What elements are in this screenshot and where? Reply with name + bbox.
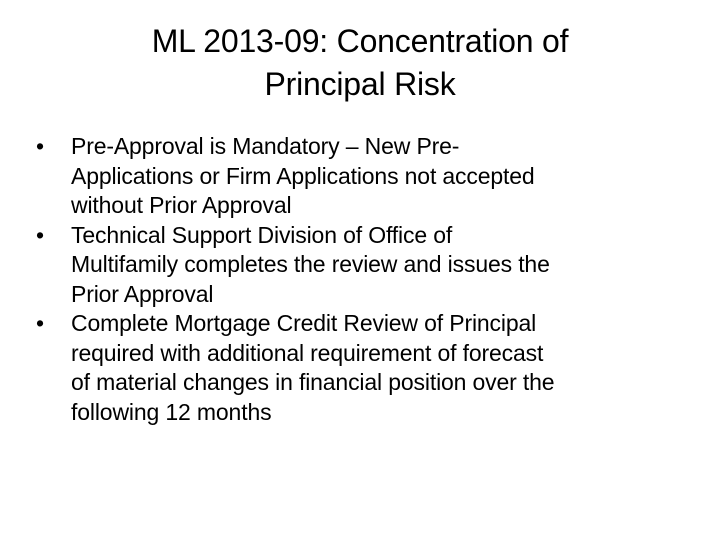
bullet-text-line: of material changes in financial position over the [71,369,555,395]
slide-title [40,20,680,106]
slide-title-line-1: ML 2013-09: Concentration of [151,23,569,59]
bullet-text-line: required with additional requirement of forecast [71,339,544,366]
bullet-item-credit-review [36,309,676,427]
bullet-text-line: Applications or Firm Applications not accepted [71,162,535,189]
bullet-list [36,132,676,427]
bullet-text-line: Technical Support Division of Office of [71,221,453,248]
bullet-text-line: Pre-Approval is Mandatory – New Pre- [71,133,460,159]
bullet-text-line: without Prior Approval [71,192,292,218]
bullet-icon: • [36,133,44,159]
bullet-text-line: Multifamily completes the review and issues the [71,251,550,277]
slide-title-line-2: Principal Risk [264,66,456,102]
bullet-text-line: Prior Approval [71,280,214,307]
bullet-text-line: following 12 months [71,398,272,425]
bullet-item-technical-support [36,221,676,310]
bullet-item-pre-approval [36,132,676,221]
bullet-text-line: Complete Mortgage Credit Review of Principal [71,310,537,336]
bullet-icon: • [36,221,44,248]
bullet-icon: • [36,310,44,336]
